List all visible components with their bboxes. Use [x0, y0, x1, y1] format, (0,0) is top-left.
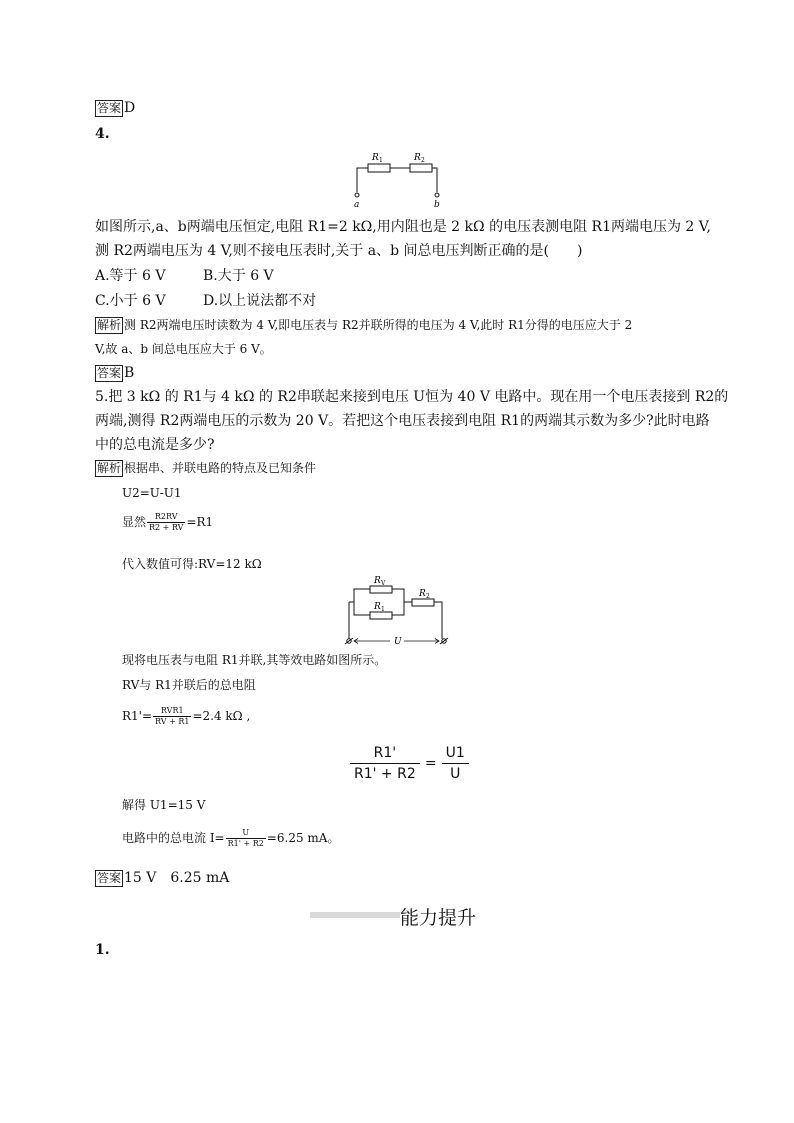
q5-eq3: 代入数值可得:RV=12 kΩ [122, 557, 262, 571]
q5-eq2-rhs: =R1 [186, 515, 214, 529]
q5-eq5-left-den: R1' + R2 [354, 766, 416, 782]
q5-equiv-line: 现将电压表与电阻 R1并联,其等效电路如图所示。 [122, 653, 387, 667]
answer-tag: 答案 [97, 366, 122, 380]
q5-eq2 [122, 512, 213, 533]
q5-eq5 [350, 745, 469, 782]
q5-total-resistance-line: RV与 R1并联后的总电阻 [122, 678, 256, 692]
q5-eq1: U2=U-U1 [122, 486, 182, 500]
q5-r2-label: R [419, 589, 426, 599]
q5-eq4-num: RVR1 [153, 706, 191, 717]
q5-eq7-prefix: 电路中的总电流 I= [122, 831, 225, 845]
q5-eq7-num: U [226, 828, 266, 839]
answer-tag: 答案 [97, 871, 122, 885]
q5-eq4-den: RV + R1 [155, 717, 190, 726]
section-title: 能力提升 [400, 907, 477, 929]
q4-answer: B [124, 365, 135, 381]
q5-rv-label: R [374, 576, 381, 586]
q4-r2-label: R [414, 153, 421, 163]
q3-answer: D [124, 100, 136, 116]
q4-option-c: C.小于 6 V [95, 293, 166, 309]
q5-eq5-right-fraction [442, 745, 469, 782]
q4-terminal-a: a [354, 200, 360, 210]
q5-stem-line3: 中的总电流是多少? [95, 437, 215, 453]
q5-analysis-intro-row [95, 459, 316, 477]
q5-eq4-fraction [153, 706, 191, 727]
q5-answer: 15 V 6.25 mA [124, 870, 230, 886]
q5-eq2-den: R2 + RV [149, 523, 184, 532]
q5-r1-label: R [374, 602, 381, 612]
analysis-tag: 解析 [97, 318, 122, 332]
q4-option-a: A.等于 6 V [95, 268, 166, 284]
q4-option-b: B.大于 6 V [203, 268, 274, 284]
q5-eq4-rhs: =2.4 kΩ , [192, 709, 251, 723]
q5-eq4-lhs: R1'= [122, 709, 153, 723]
q5-eq7-rhs: =6.25 mA。 [266, 831, 340, 845]
q5-eq7-fraction [226, 828, 266, 849]
q4-number: 4. [95, 126, 110, 142]
q5-eq7-den: R1' + R2 [227, 839, 264, 848]
q4-stem-line1: 如图所示,a、b两端电压恒定,电阻 R1=2 kΩ,用内阻也是 2 kΩ 的电压表测电阻 R1两端电压为 2 V, [95, 219, 711, 235]
q5-eq5-right-num: U1 [442, 745, 469, 764]
q4-stem-line2: 测 R2两端电压为 4 V,则不接电压表时,关于 a、b 间总电压判断正确的是( ) [95, 243, 583, 259]
q5-stem-line1: 5.把 3 kΩ 的 R1与 4 kΩ 的 R2串联起来接到电压 U恒为 40 V 电路中。现在用一个电压表接到 R2的 [95, 389, 729, 405]
q5-circuit-diagram [340, 573, 455, 648]
q4-r1-sub: 1 [379, 157, 383, 164]
q4-terminal-b: b [434, 200, 440, 210]
q5-r2-sub: 2 [426, 593, 430, 600]
q5-analysis-intro: 根据串、并联电路的特点及已知条件 [124, 461, 317, 475]
q5-eq5-right-den: U [450, 766, 461, 782]
q5-eq2-num: R2RV [147, 512, 185, 523]
q5-eq2-fraction [147, 512, 185, 533]
q5-answer-row [95, 868, 229, 888]
q4-analysis-line1 [95, 316, 632, 334]
q5-eq5-left-fraction [350, 745, 420, 782]
q5-eq5-equals: = [424, 755, 437, 772]
next-question-number: 1. [95, 942, 110, 958]
q5-rv-sub: V [381, 580, 386, 587]
q4-analysis-text1: 测 R2两端电压时读数为 4 V,即电压表与 R2并联所得的电压为 4 V,此时 R1分得的电压应大于 2 [124, 318, 633, 332]
q5-eq5-left-num: R1' [350, 745, 420, 764]
section-title-bar [310, 912, 400, 918]
q4-circuit-diagram [340, 148, 460, 210]
q5-eq4 [122, 706, 250, 727]
q5-u-label: U [394, 637, 402, 647]
q4-r1-label: R [372, 153, 379, 163]
q5-eq6: 解得 U1=15 V [122, 798, 206, 812]
q4-r2-sub: 2 [421, 157, 425, 164]
answer-tag: 答案 [97, 101, 122, 115]
q5-eq2-prefix: 显然 [122, 515, 147, 529]
analysis-tag: 解析 [97, 461, 122, 475]
q4-option-d: D.以上说法都不对 [203, 293, 317, 309]
q5-eq7 [122, 828, 339, 849]
q4-answer-row [95, 363, 134, 383]
q4-analysis-line2: V,故 a、b 间总电压应大于 6 V。 [95, 342, 272, 356]
q5-stem-line2: 两端,测得 R2两端电压的示数为 20 V。若把这个电压表接到电阻 R1的两端其示数为多少?此时电路 [95, 413, 710, 429]
q5-r1-sub: 1 [381, 606, 385, 613]
q3-answer-row [95, 98, 135, 118]
